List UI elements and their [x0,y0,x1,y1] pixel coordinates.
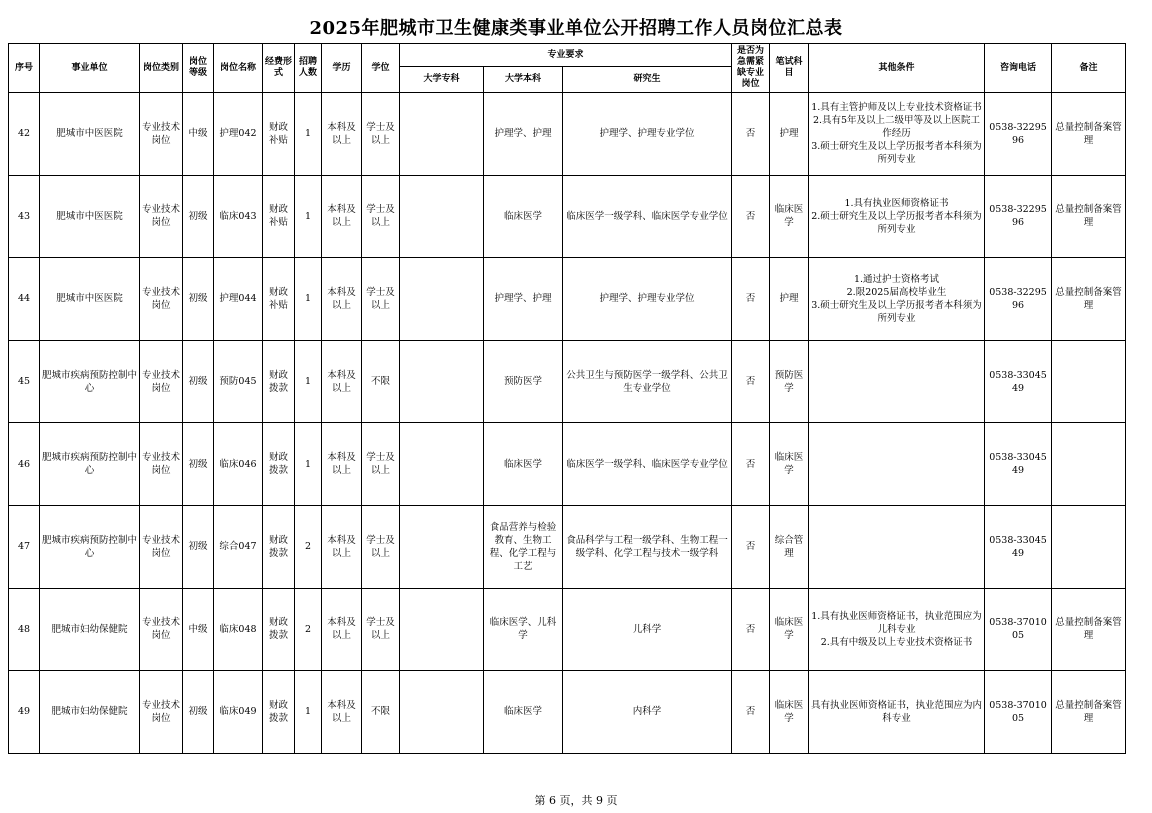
col-header-major-college: 大学专科 [400,67,484,93]
cell-count: 1 [295,340,322,423]
cell-major-graduate: 公共卫生与预防医学一级学科、公共卫生专业学位 [563,340,732,423]
cell-phone: 0538-3229596 [985,93,1052,176]
col-header-category: 岗位类别 [140,44,183,93]
cell-major-bachelor: 临床医学 [484,671,563,754]
cell-conditions [809,423,985,506]
cell-category: 专业技术岗位 [140,505,183,588]
cell-count: 2 [295,588,322,671]
cell-degree: 学士及以上 [362,93,400,176]
col-header-funding: 经费形式 [263,44,295,93]
cell-category: 专业技术岗位 [140,258,183,341]
cell-degree: 不限 [362,671,400,754]
cell-unit: 肥城市中医医院 [40,175,140,258]
cell-phone: 0538-3304549 [985,340,1052,423]
cell-unit: 肥城市疾病预防控制中心 [40,340,140,423]
cell-post-name: 临床048 [214,588,263,671]
cell-remark: 总量控制备案管理 [1052,93,1126,176]
cell-unit: 肥城市疾病预防控制中心 [40,423,140,506]
cell-category: 专业技术岗位 [140,175,183,258]
cell-major-college [400,93,484,176]
col-header-other: 其他条件 [809,44,985,93]
cell-major-college [400,258,484,341]
cell-major-graduate: 内科学 [563,671,732,754]
cell-urgent: 否 [732,340,770,423]
table-row [9,175,1126,258]
cell-major-college [400,340,484,423]
cell-major-college [400,505,484,588]
table-row [9,93,1126,176]
cell-funding: 财政拨款 [263,340,295,423]
condition-line: 2.硕士研究生及以上学历报考者本科须为所列专业 [811,210,982,235]
col-header-post-name: 岗位名称 [214,44,263,93]
cell-funding: 财政补贴 [263,258,295,341]
cell-education: 本科及以上 [322,423,362,506]
cell-phone: 0538-3229596 [985,175,1052,258]
cell-remark: 总量控制备案管理 [1052,588,1126,671]
table-row [9,423,1126,506]
condition-line: 3.硕士研究生及以上学历报考者本科须为所列专业 [811,141,982,166]
cell-education: 本科及以上 [322,175,362,258]
cell-degree: 学士及以上 [362,588,400,671]
cell-remark [1052,423,1126,506]
cell-seq: 46 [9,423,40,506]
cell-degree: 不限 [362,340,400,423]
cell-post-name: 护理042 [214,93,263,176]
cell-count: 1 [295,93,322,176]
cell-urgent: 否 [732,175,770,258]
col-header-major-bachelor: 大学本科 [484,67,563,93]
cell-post-name: 护理044 [214,258,263,341]
col-header-major-group: 专业要求 [400,44,732,67]
cell-exam: 综合管理 [770,505,809,588]
cell-major-bachelor: 临床医学 [484,175,563,258]
cell-funding: 财政拨款 [263,423,295,506]
cell-post-name: 临床043 [214,175,263,258]
cell-conditions [809,671,985,754]
cell-major-bachelor: 预防医学 [484,340,563,423]
cell-conditions [809,175,985,258]
cell-phone: 0538-3304549 [985,505,1052,588]
cell-unit: 肥城市中医医院 [40,258,140,341]
cell-exam: 临床医学 [770,588,809,671]
cell-post-name: 临床046 [214,423,263,506]
cell-category: 专业技术岗位 [140,340,183,423]
cell-education: 本科及以上 [322,93,362,176]
col-header-exam: 笔试科目 [770,44,809,93]
cell-major-bachelor: 护理学、护理 [484,93,563,176]
cell-level: 初级 [183,423,214,506]
col-header-education: 学历 [322,44,362,93]
cell-major-college [400,671,484,754]
cell-seq: 42 [9,93,40,176]
cell-remark: 总量控制备案管理 [1052,671,1126,754]
condition-line: 具有执业医师资格证书，执业范围应为内科专业 [811,699,983,724]
cell-urgent: 否 [732,93,770,176]
table-row [9,258,1126,341]
cell-funding: 财政拨款 [263,505,295,588]
cell-funding: 财政拨款 [263,588,295,671]
cell-level: 初级 [183,175,214,258]
cell-seq: 49 [9,671,40,754]
cell-level: 初级 [183,258,214,341]
cell-degree: 学士及以上 [362,175,400,258]
cell-post-name: 临床049 [214,671,263,754]
table-row [9,505,1126,588]
col-header-seq: 序号 [9,44,40,93]
table-row [9,340,1126,423]
condition-line: 1.具有主管护师及以上专业技术资格证书 [811,102,982,114]
cell-major-bachelor: 临床医学 [484,423,563,506]
cell-level: 初级 [183,340,214,423]
cell-urgent: 否 [732,671,770,754]
cell-seq: 44 [9,258,40,341]
cell-major-graduate: 护理学、护理专业学位 [563,258,732,341]
cell-major-graduate: 儿科学 [563,588,732,671]
cell-exam: 护理 [770,93,809,176]
cell-major-college [400,588,484,671]
table-row [9,588,1126,671]
cell-count: 2 [295,505,322,588]
cell-education: 本科及以上 [322,258,362,341]
cell-exam: 临床医学 [770,671,809,754]
cell-education: 本科及以上 [322,340,362,423]
condition-line: 2.具有5年及以上二级甲等及以上医院工作经历 [812,115,981,140]
cell-count: 1 [295,258,322,341]
cell-major-graduate: 临床医学一级学科、临床医学专业学位 [563,423,732,506]
cell-major-college [400,423,484,506]
cell-level: 初级 [183,505,214,588]
cell-conditions [809,93,985,176]
cell-degree: 学士及以上 [362,258,400,341]
cell-count: 1 [295,423,322,506]
cell-phone: 0538-3701005 [985,671,1052,754]
cell-major-graduate: 临床医学一级学科、临床医学专业学位 [563,175,732,258]
cell-phone: 0538-3304549 [985,423,1052,506]
cell-seq: 47 [9,505,40,588]
condition-line: 1.具有执业医师资格证书 [844,197,949,209]
cell-exam: 临床医学 [770,175,809,258]
cell-level: 中级 [183,93,214,176]
condition-line: 1.通过护士资格考试 [853,273,940,285]
cell-remark [1052,505,1126,588]
cell-category: 专业技术岗位 [140,588,183,671]
cell-seq: 45 [9,340,40,423]
cell-post-name: 预防045 [214,340,263,423]
page-title: 2025年肥城市卫生健康类事业单位公开招聘工作人员岗位汇总表 [309,18,843,39]
cell-urgent: 否 [732,258,770,341]
cell-funding: 财政拨款 [263,671,295,754]
cell-education: 本科及以上 [322,671,362,754]
cell-phone: 0538-3229596 [985,258,1052,341]
col-header-degree: 学位 [362,44,400,93]
cell-major-bachelor: 护理学、护理 [484,258,563,341]
cell-seq: 48 [9,588,40,671]
positions-table [8,43,1126,754]
cell-education: 本科及以上 [322,505,362,588]
cell-count: 1 [295,671,322,754]
cell-category: 专业技术岗位 [140,671,183,754]
cell-remark [1052,340,1126,423]
cell-major-graduate: 护理学、护理专业学位 [563,93,732,176]
cell-degree: 学士及以上 [362,423,400,506]
condition-line: 2.具有中级及以上专业技术资格证书 [820,636,973,648]
cell-conditions [809,505,985,588]
cell-urgent: 否 [732,423,770,506]
cell-conditions [809,588,985,671]
cell-seq: 43 [9,175,40,258]
cell-level: 初级 [183,671,214,754]
cell-post-name: 综合047 [214,505,263,588]
page-number-footer: 第 6 页，共 9 页 [534,794,618,807]
cell-unit: 肥城市中医医院 [40,93,140,176]
cell-unit: 肥城市妇幼保健院 [40,671,140,754]
cell-degree: 学士及以上 [362,505,400,588]
cell-remark: 总量控制备案管理 [1052,175,1126,258]
cell-conditions [809,258,985,341]
cell-unit: 肥城市疾病预防控制中心 [40,505,140,588]
cell-major-college [400,175,484,258]
cell-exam: 护理 [770,258,809,341]
table-row [9,671,1126,754]
cell-major-graduate: 食品科学与工程一级学科、生物工程一级学科、化学工程与技术一级学科 [563,505,732,588]
col-header-major-graduate: 研究生 [563,67,732,93]
header-row-top [9,44,1126,67]
cell-count: 1 [295,175,322,258]
condition-line: 2.限2025届高校毕业生 [846,286,947,298]
cell-unit: 肥城市妇幼保健院 [40,588,140,671]
cell-phone: 0538-3701005 [985,588,1052,671]
condition-line: 1.具有执业医师资格证书，执业范围应为儿科专业 [811,610,982,635]
col-header-level: 岗位等级 [183,44,214,93]
cell-funding: 财政补贴 [263,175,295,258]
cell-remark: 总量控制备案管理 [1052,258,1126,341]
col-header-unit: 事业单位 [40,44,140,93]
cell-conditions [809,340,985,423]
cell-major-bachelor: 食品营养与检验教育、生物工程、化学工程与工艺 [484,505,563,588]
col-header-urgent: 是否为急需紧缺专业岗位 [732,44,770,93]
cell-funding: 财政补贴 [263,93,295,176]
cell-level: 中级 [183,588,214,671]
cell-category: 专业技术岗位 [140,93,183,176]
cell-education: 本科及以上 [322,588,362,671]
cell-exam: 临床医学 [770,423,809,506]
cell-urgent: 否 [732,588,770,671]
cell-exam: 预防医学 [770,340,809,423]
col-header-phone: 咨询电话 [985,44,1052,93]
cell-category: 专业技术岗位 [140,423,183,506]
table-body [9,93,1126,754]
cell-major-bachelor: 临床医学、儿科学 [484,588,563,671]
cell-urgent: 否 [732,505,770,588]
col-header-count: 招聘人数 [295,44,322,93]
col-header-remark: 备注 [1052,44,1126,93]
condition-line: 3.硕士研究生及以上学历报考者本科须为所列专业 [811,299,982,324]
